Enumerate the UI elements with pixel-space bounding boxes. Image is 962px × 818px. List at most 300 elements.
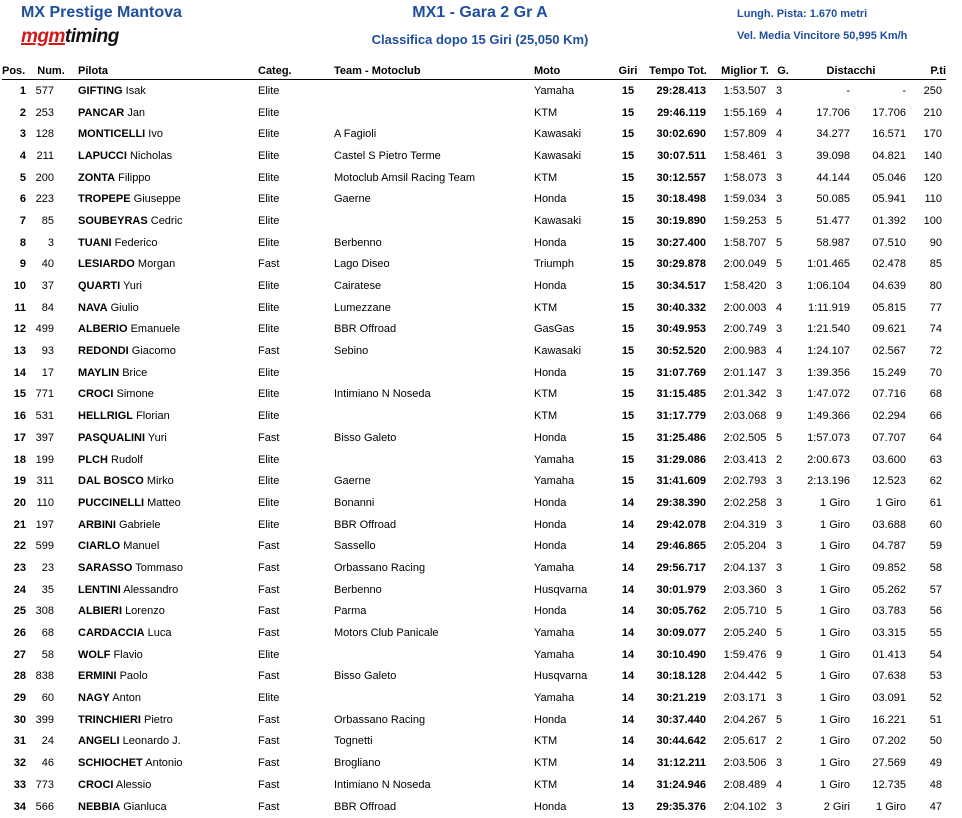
cell-laps: 14 (621, 561, 635, 574)
cell-laps: 15 (621, 345, 635, 358)
cell-num: 40 (41, 258, 54, 271)
cell-pos: 1 (19, 84, 26, 97)
table-row (2, 405, 946, 427)
table-row (2, 709, 946, 731)
cell-best-lap-number: 3 (776, 518, 783, 531)
cell-category: Elite (258, 301, 280, 314)
cell-gap-leader: 2:13.196 (807, 475, 850, 488)
cell-pilot (70, 492, 258, 514)
cell-best-lap: 2:00.003 (723, 301, 767, 314)
cell-moto: Honda (534, 280, 567, 293)
pilot-first-name: Alessandro (123, 583, 179, 596)
cell-moto: KTM (534, 778, 558, 791)
cell-team: Brogliano (334, 757, 381, 770)
cell-best-lap: 2:01.342 (723, 388, 767, 401)
cell-num: 93 (41, 345, 54, 358)
cell-moto: Kawasaki (534, 214, 582, 227)
cell-points: 120 (923, 171, 943, 184)
cell-category: Elite (258, 692, 280, 705)
cell-total-time: 29:35.376 (656, 800, 706, 813)
cell-best-lap: 1:59.034 (723, 193, 767, 206)
pilot-surname: SARASSO (78, 561, 133, 574)
cell-best-lap-number: 3 (776, 366, 783, 379)
cell-category: Elite (258, 193, 280, 206)
pilot-first-name: Gabriele (118, 518, 161, 531)
cell-pilot (70, 687, 258, 709)
table-row (2, 297, 946, 319)
cell-laps: 15 (621, 171, 635, 184)
results-table (2, 57, 946, 817)
pilot-first-name: Leonardo J. (122, 735, 181, 748)
cell-num: 397 (35, 431, 54, 444)
cell-gap-leader: 1 Giro (820, 605, 850, 618)
pilot-first-name: Jan (127, 106, 146, 119)
cell-pos: 11 (14, 301, 26, 314)
cell-pos: 18 (13, 453, 26, 466)
pilot-first-name: Yuri (123, 280, 142, 293)
pilot-surname: ZONTA (78, 171, 116, 184)
cell-gap-leader: 1:47.072 (807, 388, 850, 401)
cell-team (334, 80, 534, 102)
cell-pos: 12 (13, 323, 26, 336)
cell-moto: Honda (534, 193, 567, 206)
cell-category: Elite (258, 518, 280, 531)
cell-laps: 15 (621, 214, 635, 227)
cell-team: A Fagioli (334, 128, 377, 141)
cell-points: 47 (929, 800, 943, 813)
cell-category: Elite (258, 171, 280, 184)
cell-best-lap-number: 5 (776, 431, 783, 444)
cell-best-lap-number: 3 (776, 496, 783, 509)
cell-gap-previous: 16.571 (872, 128, 907, 141)
cell-moto: KTM (534, 171, 558, 184)
cell-num: 200 (35, 171, 54, 184)
cell-best-lap: 2:08.489 (723, 778, 767, 791)
cell-num: 37 (41, 280, 54, 293)
pilot-first-name: Florian (136, 410, 170, 423)
cell-best-lap: 2:03.360 (723, 583, 767, 596)
cell-points: 70 (929, 366, 943, 379)
cell-pos: 9 (19, 258, 26, 271)
cell-team (334, 687, 534, 709)
cell-gap-previous: 07.510 (872, 236, 907, 249)
cell-pilot (70, 275, 258, 297)
cell-best-lap-number: 3 (776, 583, 783, 596)
cell-category: Elite (258, 475, 280, 488)
cell-laps: 15 (621, 475, 635, 488)
col-header-team: Team - Motoclub (334, 57, 534, 80)
cell-num: 110 (36, 496, 54, 509)
pilot-first-name: Lorenzo (125, 605, 165, 618)
cell-points: 54 (929, 648, 943, 661)
cell-category: Fast (258, 800, 280, 813)
table-row (2, 774, 946, 796)
cell-pos: 21 (13, 518, 26, 531)
cell-total-time: 30:01.979 (656, 583, 706, 596)
cell-laps: 15 (621, 410, 635, 423)
cell-laps: 15 (621, 106, 635, 119)
table-row (2, 123, 946, 145)
table-row (2, 535, 946, 557)
cell-num: 197 (35, 518, 54, 531)
cell-total-time: 30:49.953 (656, 323, 706, 336)
cell-points: 56 (929, 605, 943, 618)
cell-pilot (70, 80, 258, 102)
cell-num: 499 (35, 323, 54, 336)
cell-gap-leader: 1 Giro (820, 778, 850, 791)
cell-moto: Yamaha (534, 561, 575, 574)
cell-moto: Triumph (534, 258, 574, 271)
cell-best-lap-number: 4 (776, 128, 783, 141)
table-row (2, 188, 946, 210)
cell-laps: 14 (621, 496, 635, 509)
cell-gap-leader: 2:00.673 (807, 453, 850, 466)
cell-points: 52 (929, 692, 943, 705)
cell-best-lap-number: 3 (776, 171, 783, 184)
cell-total-time: 30:52.520 (656, 345, 706, 358)
cell-pos: 2 (19, 106, 26, 119)
cell-points: 80 (929, 280, 943, 293)
col-header-giri: Giri (614, 57, 642, 80)
cell-gap-leader: 1:24.107 (807, 345, 850, 358)
pilot-first-name: Emanuele (130, 323, 181, 336)
cell-best-lap: 2:05.204 (723, 540, 767, 553)
pilot-first-name: Manuel (123, 540, 160, 553)
col-header-distacchi: Distacchi (790, 57, 912, 80)
cell-team: Gaerne (334, 193, 371, 206)
cell-points: 53 (929, 670, 943, 683)
cell-gap-leader: 1 Giro (820, 540, 850, 553)
cell-points: 74 (929, 323, 943, 336)
cell-best-lap-number: 5 (776, 670, 783, 683)
cell-team (334, 362, 534, 384)
cell-pos: 23 (13, 561, 26, 574)
header-right (737, 8, 907, 42)
cell-best-lap-number: 3 (776, 388, 783, 401)
cell-best-lap: 2:01.147 (723, 366, 767, 379)
cell-moto: Yamaha (534, 692, 575, 705)
cell-points: 90 (929, 236, 943, 249)
cell-points: 57 (929, 583, 943, 596)
cell-gap-leader: 1:39.356 (807, 366, 850, 379)
cell-pos: 30 (13, 713, 26, 726)
cell-category: Fast (258, 627, 280, 640)
cell-laps: 14 (621, 735, 635, 748)
cell-num: 531 (35, 410, 54, 423)
cell-best-lap-number: 3 (776, 280, 783, 293)
cell-gap-leader: 2 Giri (823, 800, 850, 813)
cell-total-time: 30:05.762 (656, 605, 706, 618)
cell-pilot (70, 319, 258, 341)
cell-laps: 14 (621, 583, 635, 596)
cell-pilot (70, 449, 258, 471)
cell-gap-previous: 12.735 (872, 778, 907, 791)
cell-moto: Husqvarna (534, 583, 588, 596)
cell-gap-previous: 03.688 (872, 518, 907, 531)
cell-pos: 28 (13, 670, 26, 683)
pilot-first-name: Antonio (145, 757, 183, 770)
cell-pilot (70, 731, 258, 753)
cell-best-lap: 2:02.505 (723, 431, 767, 444)
pilot-surname: CROCI (78, 778, 114, 791)
cell-gap-leader: 1 Giro (820, 583, 850, 596)
cell-num: 23 (41, 561, 54, 574)
cell-pos: 31 (13, 735, 26, 748)
cell-gap-previous: 02.478 (872, 258, 907, 271)
cell-gap-leader: 58.987 (816, 236, 850, 249)
cell-laps: 15 (621, 258, 635, 271)
cell-points: 85 (929, 258, 943, 271)
cell-pilot (70, 579, 258, 601)
table-row (2, 752, 946, 774)
pilot-first-name: Cedric (150, 214, 183, 227)
pilot-first-name: Giuseppe (133, 193, 181, 206)
logo-timing: timing (64, 26, 119, 47)
cell-best-lap: 2:04.102 (723, 800, 767, 813)
table-row (2, 145, 946, 167)
cell-pilot (70, 709, 258, 731)
cell-laps: 15 (621, 323, 635, 336)
cell-total-time: 30:37.440 (656, 713, 706, 726)
cell-total-time: 29:46.119 (657, 106, 706, 119)
cell-points: 59 (929, 540, 943, 553)
pilot-first-name: Gianluca (123, 800, 167, 813)
table-row (2, 622, 946, 644)
cell-laps: 15 (621, 128, 635, 141)
cell-points: 100 (923, 214, 943, 227)
cell-moto: Honda (534, 540, 567, 553)
pilot-first-name: Matteo (147, 496, 181, 509)
cell-pos: 22 (13, 540, 26, 553)
cell-total-time: 29:38.390 (656, 496, 706, 509)
cell-moto: Kawasaki (534, 345, 582, 358)
cell-best-lap-number: 3 (776, 323, 783, 336)
cell-pos: 25 (13, 605, 26, 618)
cell-team: Intimiano N Noseda (334, 778, 431, 791)
pilot-surname: GIFTING (78, 84, 123, 97)
cell-category: Elite (258, 84, 280, 97)
table-row (2, 470, 946, 492)
cell-gap-previous: 07.638 (872, 670, 907, 683)
cell-gap-previous: 09.621 (872, 323, 907, 336)
cell-pilot (70, 557, 258, 579)
pilot-surname: CROCI (78, 388, 114, 401)
cell-gap-leader: 51.477 (816, 214, 850, 227)
cell-gap-previous: 27.569 (872, 757, 907, 770)
cell-pilot (70, 752, 258, 774)
cell-best-lap: 2:02.793 (723, 475, 767, 488)
cell-pos: 34 (13, 800, 26, 813)
cell-points: 61 (929, 496, 943, 509)
cell-best-lap-number: 3 (776, 540, 783, 553)
cell-gap-previous: 05.046 (872, 171, 907, 184)
cell-team: Lumezzane (334, 301, 391, 314)
cell-best-lap: 1:58.420 (723, 280, 767, 293)
cell-gap-leader: 50.085 (816, 193, 850, 206)
cell-total-time: 30:34.517 (656, 280, 706, 293)
cell-gap-leader: 1 Giro (820, 735, 850, 748)
cell-team (334, 102, 534, 124)
cell-pos: 5 (19, 171, 26, 184)
cell-best-lap-number: 3 (776, 84, 783, 97)
table-row (2, 579, 946, 601)
cell-gap-leader: 1:11.919 (807, 301, 850, 314)
cell-best-lap-number: 3 (776, 800, 783, 813)
cell-laps: 14 (621, 605, 635, 618)
cell-best-lap: 2:00.749 (723, 323, 767, 336)
cell-laps: 14 (621, 670, 635, 683)
cell-moto: KTM (534, 106, 558, 119)
cell-best-lap-number: 3 (776, 475, 783, 488)
cell-num: 60 (41, 692, 54, 705)
cell-laps: 14 (621, 540, 635, 553)
cell-pos: 3 (19, 128, 26, 141)
cell-pilot (70, 405, 258, 427)
cell-pilot (70, 644, 258, 666)
cell-pos: 27 (13, 648, 26, 661)
cell-gap-previous: 07.707 (872, 431, 907, 444)
table-row (2, 687, 946, 709)
cell-total-time: 30:18.498 (656, 193, 706, 206)
cell-total-time: 31:41.609 (656, 475, 706, 488)
table-row (2, 362, 946, 384)
col-header-pilota: Pilota (70, 57, 258, 80)
cell-num: 84 (41, 301, 54, 314)
cell-gap-previous: 04.639 (872, 280, 907, 293)
cell-gap-leader: 1:06.104 (807, 280, 850, 293)
table-row (2, 731, 946, 753)
cell-gap-previous: 04.787 (872, 540, 907, 553)
cell-laps: 15 (621, 366, 635, 379)
cell-pilot (70, 102, 258, 124)
cell-laps: 14 (621, 518, 635, 531)
cell-total-time: 31:24.946 (656, 778, 706, 791)
pilot-surname: DAL BOSCO (78, 475, 144, 488)
track-length: Lungh. Pista: 1.670 metri (737, 8, 868, 20)
cell-gap-previous: 05.815 (872, 301, 907, 314)
cell-pilot (70, 796, 258, 818)
table-row (2, 319, 946, 341)
cell-moto: Honda (534, 236, 567, 249)
pilot-surname: WOLF (78, 648, 111, 661)
pilot-first-name: Flavio (113, 648, 143, 661)
cell-points: 77 (929, 301, 943, 314)
logo-mgm: mgm (21, 26, 65, 47)
cell-points: 140 (923, 149, 943, 162)
cell-category: Fast (258, 345, 280, 358)
cell-gap-leader: 1 Giro (820, 648, 850, 661)
cell-total-time: 30:29.878 (656, 258, 706, 271)
cell-moto: Kawasaki (534, 128, 582, 141)
cell-pos: 8 (19, 236, 26, 249)
cell-category: Elite (258, 388, 280, 401)
cell-num: 17 (41, 366, 54, 379)
pilot-surname: HELLRIGL (78, 410, 133, 423)
cell-total-time: 31:07.769 (656, 366, 706, 379)
table-row (2, 666, 946, 688)
cell-best-lap: 2:00.983 (723, 345, 767, 358)
pilot-first-name: Morgan (137, 258, 176, 271)
pilot-surname: SCHIOCHET (78, 757, 143, 770)
cell-gap-previous: 01.392 (872, 214, 907, 227)
pilot-surname: PANCAR (78, 106, 125, 119)
cell-team: Intimiano N Noseda (334, 388, 431, 401)
pilot-surname: TRINCHIERI (78, 713, 141, 726)
col-header-miglior: Miglior T. (714, 57, 776, 80)
cell-category: Elite (258, 410, 280, 423)
table-row (2, 449, 946, 471)
cell-total-time: 29:46.865 (656, 540, 706, 553)
table-row (2, 796, 946, 818)
cell-gap-leader: 1:49.366 (807, 410, 850, 423)
pilot-surname: NAVA (78, 301, 108, 314)
cell-best-lap: 2:04.267 (723, 713, 767, 726)
cell-best-lap-number: 5 (776, 627, 783, 640)
cell-num: 599 (35, 540, 54, 553)
cell-laps: 15 (621, 236, 635, 249)
col-header-moto: Moto (534, 57, 614, 80)
cell-laps: 14 (621, 692, 635, 705)
cell-gap-previous: 03.315 (872, 627, 907, 640)
cell-team: Berbenno (334, 583, 382, 596)
pilot-surname: TROPEPE (78, 193, 131, 206)
cell-moto: Honda (534, 366, 567, 379)
cell-laps: 15 (621, 149, 635, 162)
cell-points: 62 (929, 475, 943, 488)
cell-total-time: 30:07.511 (657, 149, 706, 162)
header-center (360, 4, 600, 47)
cell-category: Fast (258, 735, 280, 748)
cell-category: Elite (258, 128, 280, 141)
cell-num: 577 (35, 84, 54, 97)
cell-moto: Honda (534, 431, 567, 444)
cell-gap-leader: 1 Giro (820, 627, 850, 640)
cell-pilot (70, 666, 258, 688)
cell-total-time: 30:19.890 (656, 214, 706, 227)
cell-best-lap: 1:55.169 (723, 106, 767, 119)
cell-best-lap-number: 9 (776, 410, 783, 423)
cell-laps: 14 (621, 757, 635, 770)
cell-points: 50 (929, 735, 943, 748)
cell-moto: Honda (534, 713, 567, 726)
pilot-surname: LAPUCCI (78, 149, 127, 162)
cell-gap-previous: 09.852 (872, 561, 907, 574)
cell-moto: KTM (534, 410, 558, 423)
table-row (2, 644, 946, 666)
cell-gap-previous: 1 Giro (876, 496, 907, 509)
cell-gap-leader: 34.277 (816, 128, 850, 141)
cell-num: 85 (41, 214, 54, 227)
cell-points: 210 (923, 106, 943, 119)
pilot-first-name: Brice (122, 366, 148, 379)
table-header-row (2, 57, 946, 80)
cell-best-lap: 2:04.319 (723, 518, 767, 531)
table-row (2, 275, 946, 297)
pilot-surname: TUANI (78, 236, 112, 249)
pilot-surname: PUCCINELLI (78, 496, 144, 509)
header-left (21, 4, 182, 48)
cell-laps: 15 (621, 431, 635, 444)
table-row (2, 492, 946, 514)
cell-gap-leader: 1:01.465 (807, 258, 850, 271)
cell-pilot (70, 340, 258, 362)
cell-points: 55 (929, 627, 943, 640)
cell-gap-leader: 1 Giro (820, 496, 850, 509)
cell-num: 46 (41, 757, 54, 770)
cell-num: 253 (35, 106, 54, 119)
cell-team: Berbenno (334, 236, 382, 249)
pilot-surname: CIARLO (78, 540, 121, 553)
